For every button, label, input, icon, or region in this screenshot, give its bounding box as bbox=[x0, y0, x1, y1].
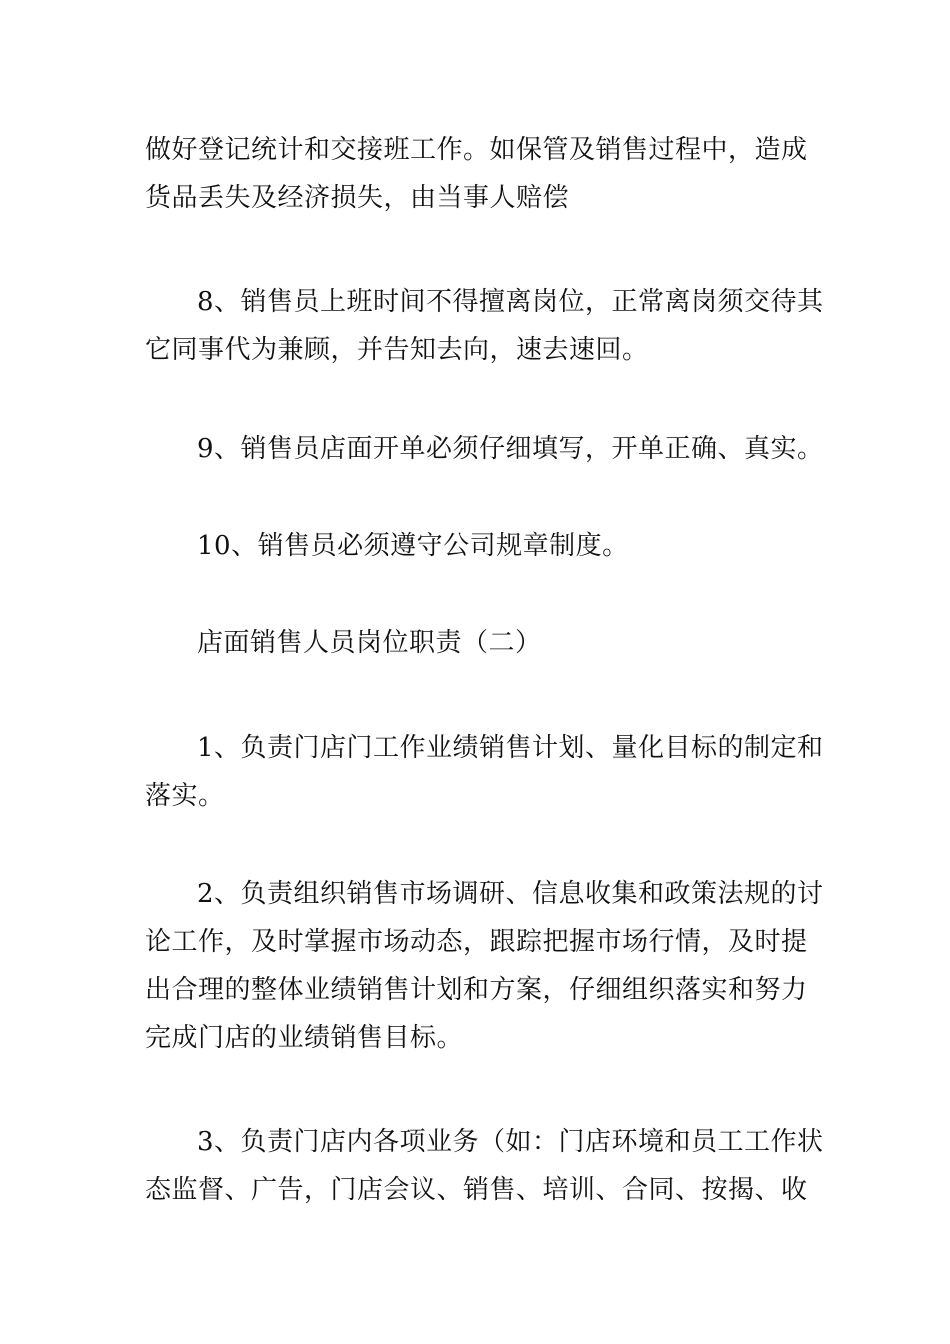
paragraph-item-8 bbox=[145, 278, 824, 374]
text-line: 8、销售员上班时间不得擅离岗位，正常离岗须交待其 bbox=[197, 287, 824, 317]
text-line: 3、负责门店内各项业务（如：门店环境和员工工作状 bbox=[197, 1127, 824, 1157]
text-line: 2、负责组织销售市场调研、信息收集和政策法规的讨 bbox=[197, 879, 824, 909]
text-line: 10、销售员必须遵守公司规章制度。 bbox=[197, 531, 629, 561]
text-line: 做好登记统计和交接班工作。如保管及销售过程中，造成 bbox=[145, 135, 808, 165]
paragraph-item-10 bbox=[145, 522, 810, 570]
text-line: 1、负责门店门工作业绩销售计划、量化目标的制定和 bbox=[197, 733, 824, 763]
paragraph-duty-1 bbox=[145, 724, 824, 820]
paragraph-continuation-7 bbox=[145, 126, 810, 222]
text-line: 出合理的整体业绩销售计划和方案，仔细组织落实和努力 bbox=[145, 975, 808, 1005]
text-line: 9、销售员店面开单必须仔细填写，开单正确、真实。 bbox=[197, 434, 824, 464]
section-heading bbox=[145, 619, 810, 667]
paragraph-duty-3 bbox=[145, 1118, 824, 1214]
text-line: 论工作，及时掌握市场动态，跟踪把握市场行情，及时提 bbox=[145, 927, 808, 957]
paragraph-duty-2 bbox=[145, 870, 824, 1062]
text-line: 态监督、广告，门店会议、销售、培训、合同、按揭、收 bbox=[145, 1175, 808, 1205]
text-line: 货品丢失及经济损失，由当事人赔偿 bbox=[145, 183, 570, 213]
text-line: 完成门店的业绩销售目标。 bbox=[145, 1023, 464, 1053]
text-line: 它同事代为兼顾，并告知去向，速去速回。 bbox=[145, 335, 649, 365]
paragraph-item-9 bbox=[145, 425, 824, 473]
section-title: 店面销售人员岗位职责（二） bbox=[197, 628, 542, 658]
text-line: 落实。 bbox=[145, 781, 225, 811]
